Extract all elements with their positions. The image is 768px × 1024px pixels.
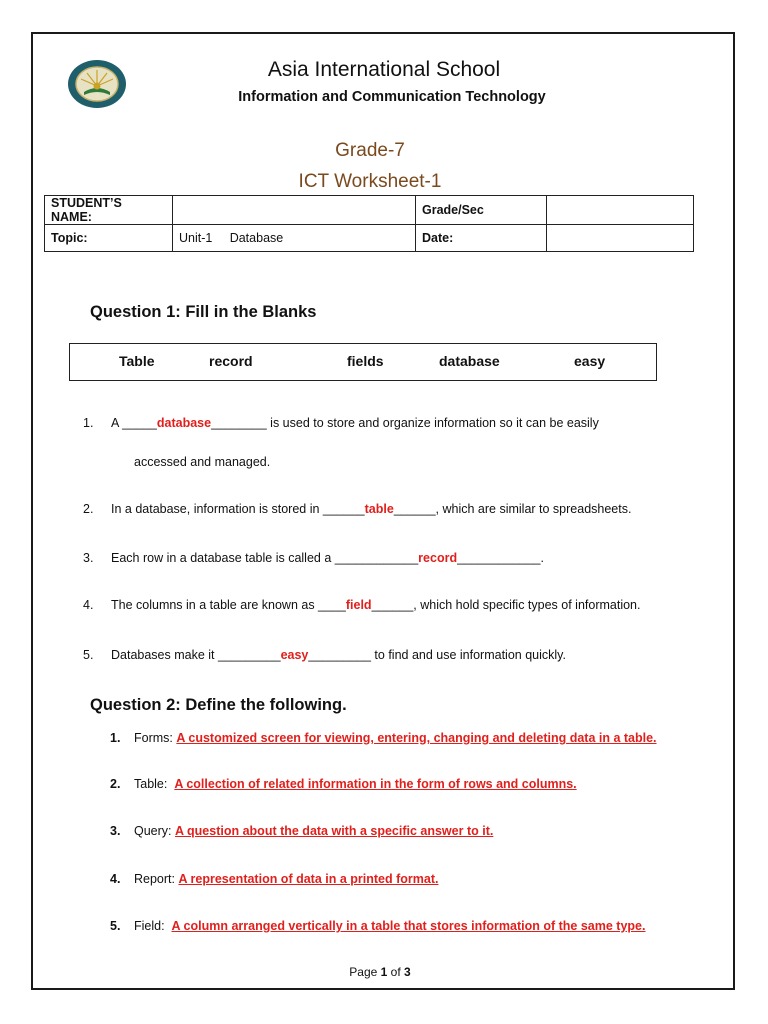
definition-answer: A question about the data with a specific answer to it. [175, 824, 494, 838]
student-name-field[interactable] [173, 196, 416, 225]
item-text: The columns in a table are known as ____ [111, 598, 346, 612]
definition-answer: A representation of data in a printed format. [178, 872, 439, 886]
word-bank-item: database [439, 353, 500, 369]
date-label: Date: [416, 225, 547, 252]
page-number [0, 965, 760, 979]
item-number: 2. [83, 502, 94, 516]
item-number: 1. [83, 416, 94, 430]
student-info-table [44, 195, 694, 252]
grade-sec-field[interactable] [547, 196, 694, 225]
grade-title: Grade-7 [335, 140, 405, 161]
word-bank-item: record [209, 353, 253, 369]
item-number: 3. [83, 551, 94, 565]
definition-answer: A customized screen for viewing, entering, changing and deleting data in a table. [176, 731, 657, 745]
item-number: 1. [110, 731, 121, 745]
student-name-label: STUDENT’S NAME: [45, 196, 173, 225]
word-bank-item: easy [574, 353, 606, 369]
school-name: Asia International School [267, 58, 501, 81]
page-total: 3 [404, 965, 411, 979]
item-text: ____________. [457, 551, 544, 565]
item-number: 5. [110, 919, 121, 933]
item-text: ______, which are similar to spreadsheets. [393, 502, 632, 516]
item-number: 3. [110, 824, 121, 838]
term-label: Query: [134, 824, 175, 838]
term-label: Report: [134, 872, 179, 886]
term-label: Table: [134, 777, 175, 791]
word-bank-item: fields [347, 353, 384, 369]
item-number: 2. [110, 777, 121, 791]
answer-text: easy [280, 648, 309, 662]
question1-heading: Question 1: Fill in the Blanks [90, 303, 317, 321]
answer-text: database [156, 416, 212, 430]
date-field[interactable] [547, 225, 694, 252]
item-number: 4. [83, 598, 94, 612]
item-continuation: accessed and managed. [134, 455, 271, 469]
page-prefix: Page [349, 965, 381, 979]
item-text: A _____ [111, 416, 157, 430]
page-current: 1 [380, 965, 388, 979]
term-label: Field: [134, 919, 172, 933]
answer-text: record [418, 551, 458, 565]
item-text: _________ to find and use information quickly. [308, 648, 566, 662]
topic-value: Unit-1 Database [173, 225, 416, 252]
word-bank [69, 343, 657, 381]
item-text: Each row in a database table is called a ____________ [111, 551, 419, 565]
item-text: Databases make it _________ [111, 648, 281, 662]
question2-heading: Question 2: Define the following. [90, 696, 347, 714]
item-number: 4. [110, 872, 121, 886]
item-number: 5. [83, 648, 94, 662]
term-label: Forms: [134, 731, 177, 745]
subject-title: Information and Communication Technology [238, 89, 546, 105]
worksheet-title: ICT Worksheet-1 [298, 171, 442, 192]
item-text: ______, which hold specific types of information. [371, 598, 641, 612]
definition-answer: A collection of related information in the form of rows and columns. [174, 777, 577, 791]
item-text: In a database, information is stored in ______ [111, 502, 365, 516]
answer-text: field [345, 598, 372, 612]
word-bank-item: Table [119, 353, 155, 369]
item-text: ________ is used to store and organize information so it can be easily [211, 416, 599, 430]
answer-text: table [364, 502, 394, 516]
definition-answer: A column arranged vertically in a table that stores information of the same type. [171, 919, 646, 933]
page-of: of [387, 965, 405, 979]
topic-label: Topic: [45, 225, 173, 252]
grade-sec-label: Grade/Sec [416, 196, 547, 225]
